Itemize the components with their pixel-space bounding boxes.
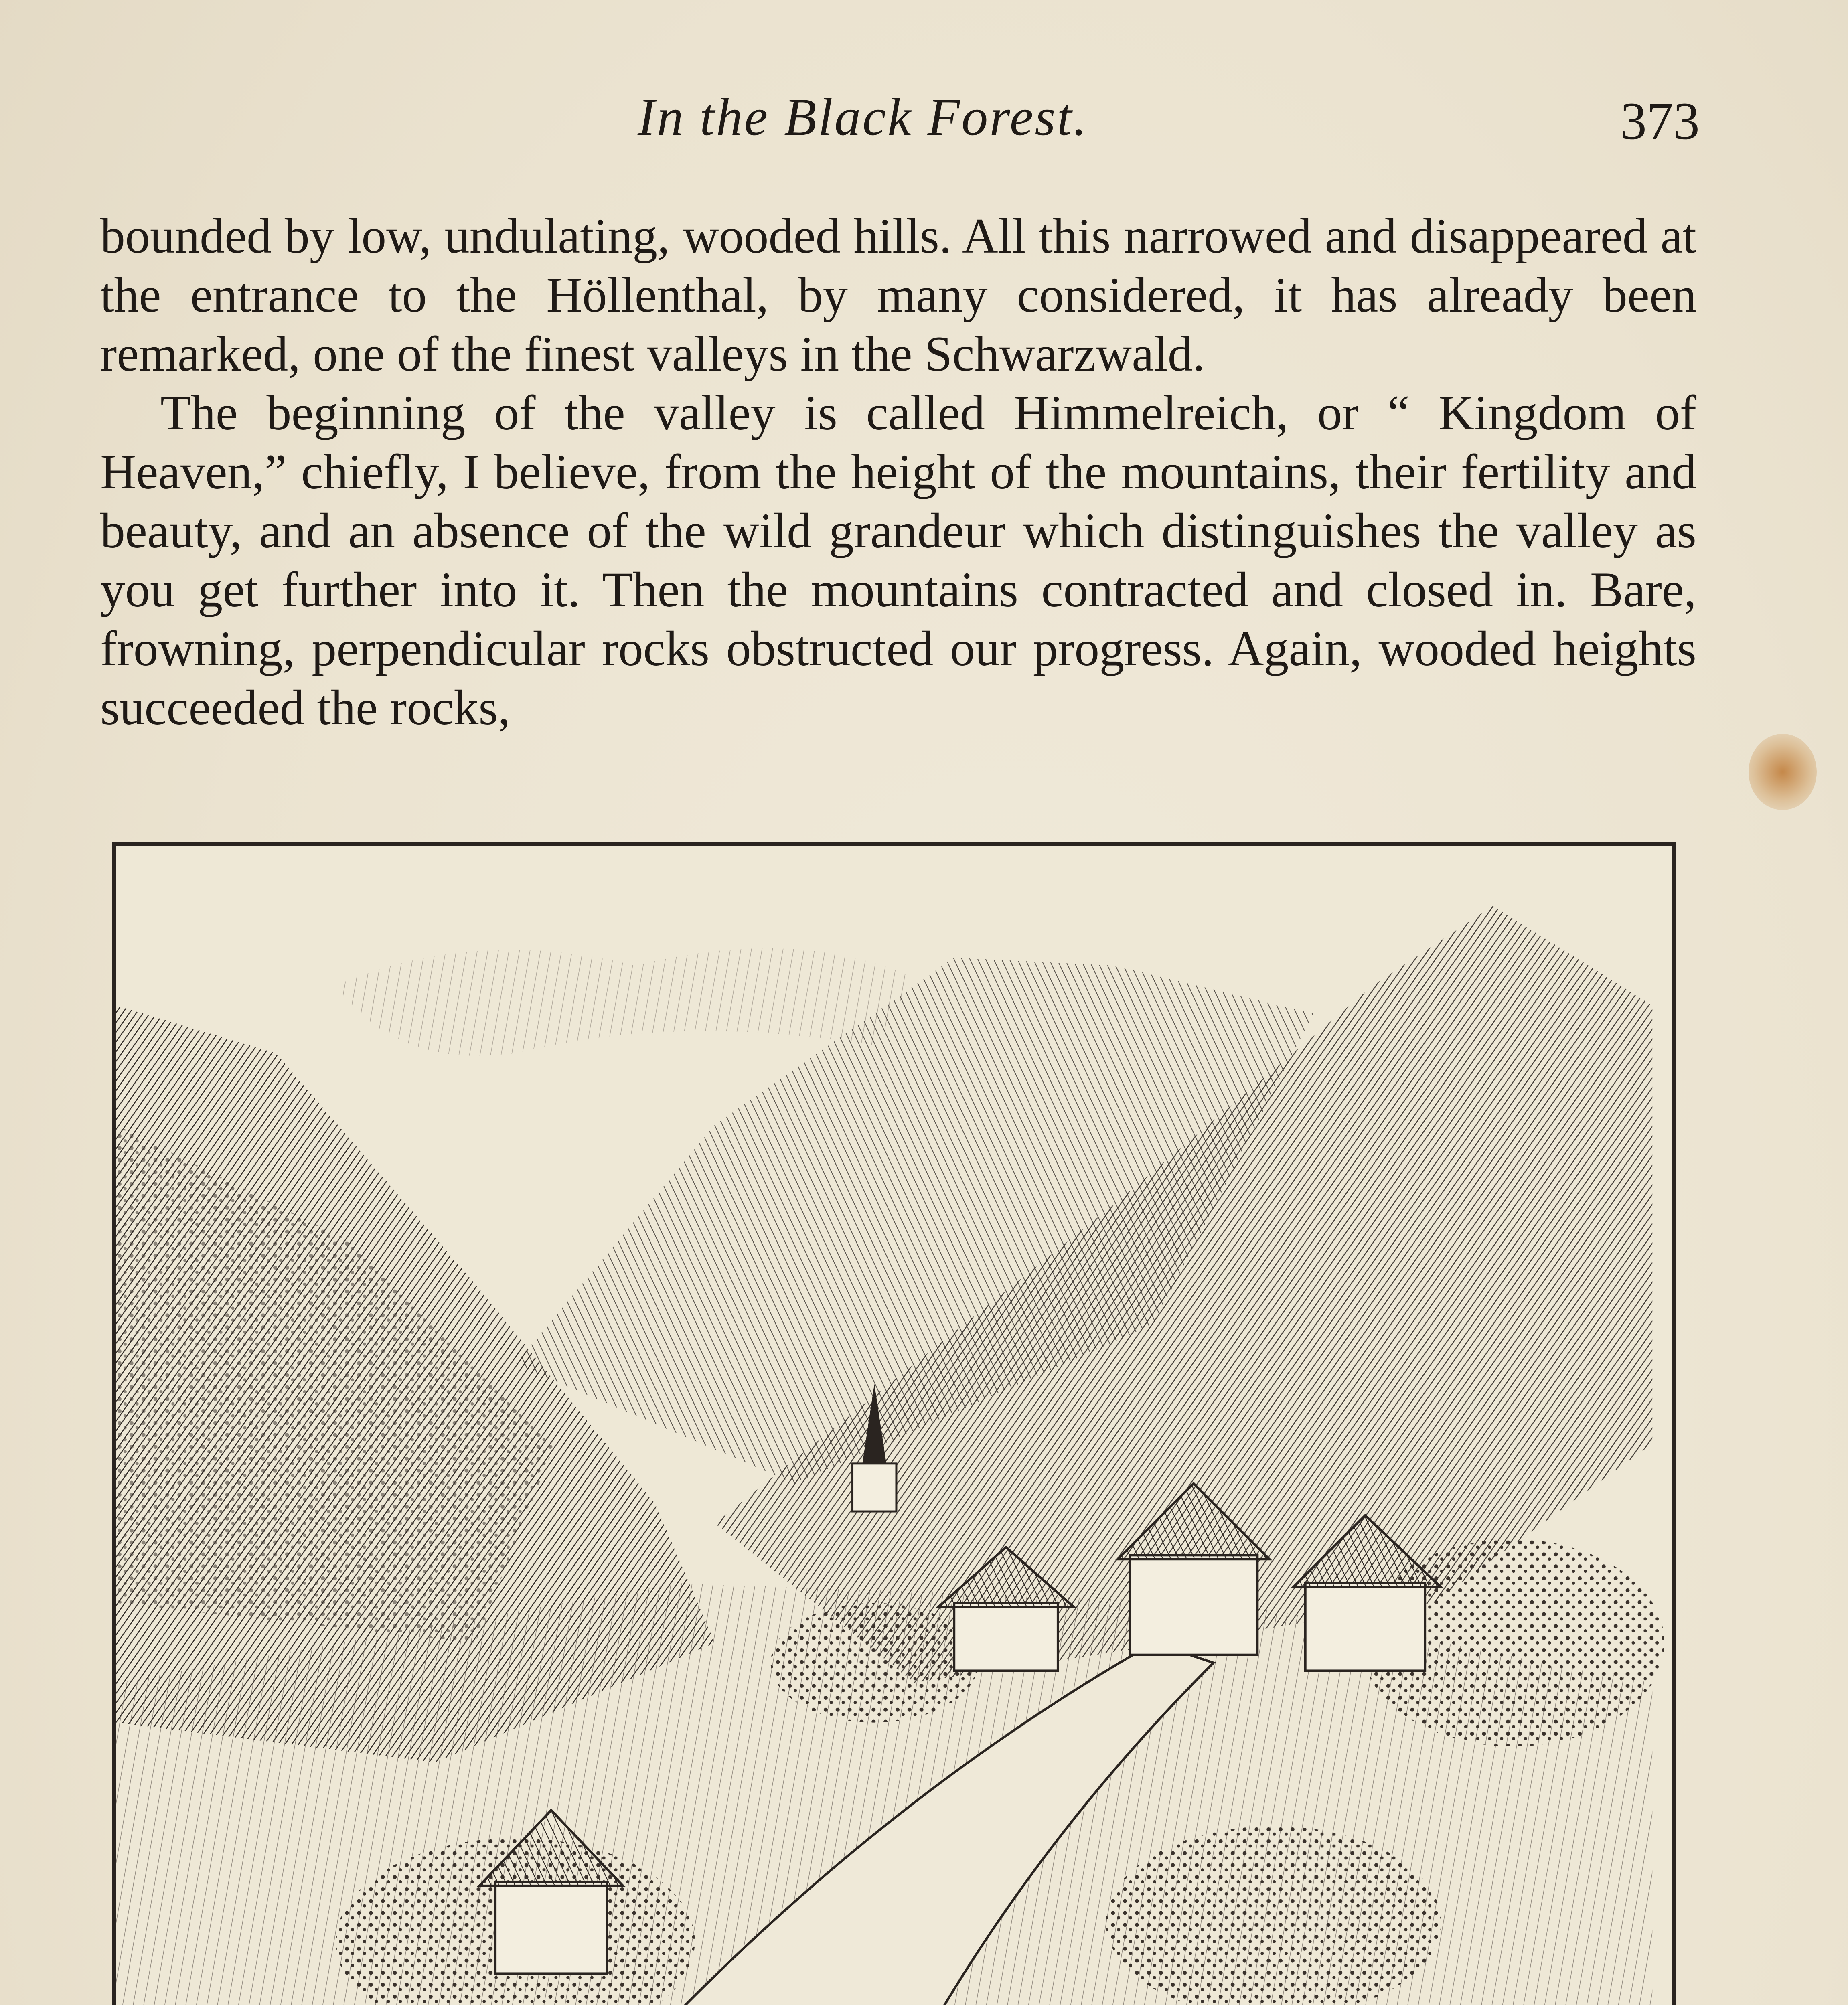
paragraph: The beginning of the valley is called Himmelreich, or “ Kingdom of Heaven,” chiefly, I believe, from the height of the mountains, their fertility and beauty, and an absence of the wild grandeur which distinguishes the valley as you get further into it. Then the mountains contracted and closed in. Bare, frowning, perpendicular rocks obstructed our progress. Again, wooded heights succeeded the rocks, bbox=[100, 385, 1696, 735]
running-title: In the Black Forest. bbox=[638, 87, 1088, 146]
running-head bbox=[0, 86, 1848, 158]
foxing-stain bbox=[1749, 734, 1817, 810]
valley-engraving-image bbox=[116, 846, 1672, 2005]
page-number: 373 bbox=[1620, 91, 1700, 150]
engraving-illustration bbox=[112, 842, 1676, 2005]
text-block-top bbox=[100, 207, 1696, 737]
paragraph: bounded by low, undulating, wooded hills. All this narrowed and disappeared at the entrance to the Höllenthal, by many considered, it has already been remarked, one of the finest valleys in the Schwarzwald. bbox=[100, 209, 1696, 381]
